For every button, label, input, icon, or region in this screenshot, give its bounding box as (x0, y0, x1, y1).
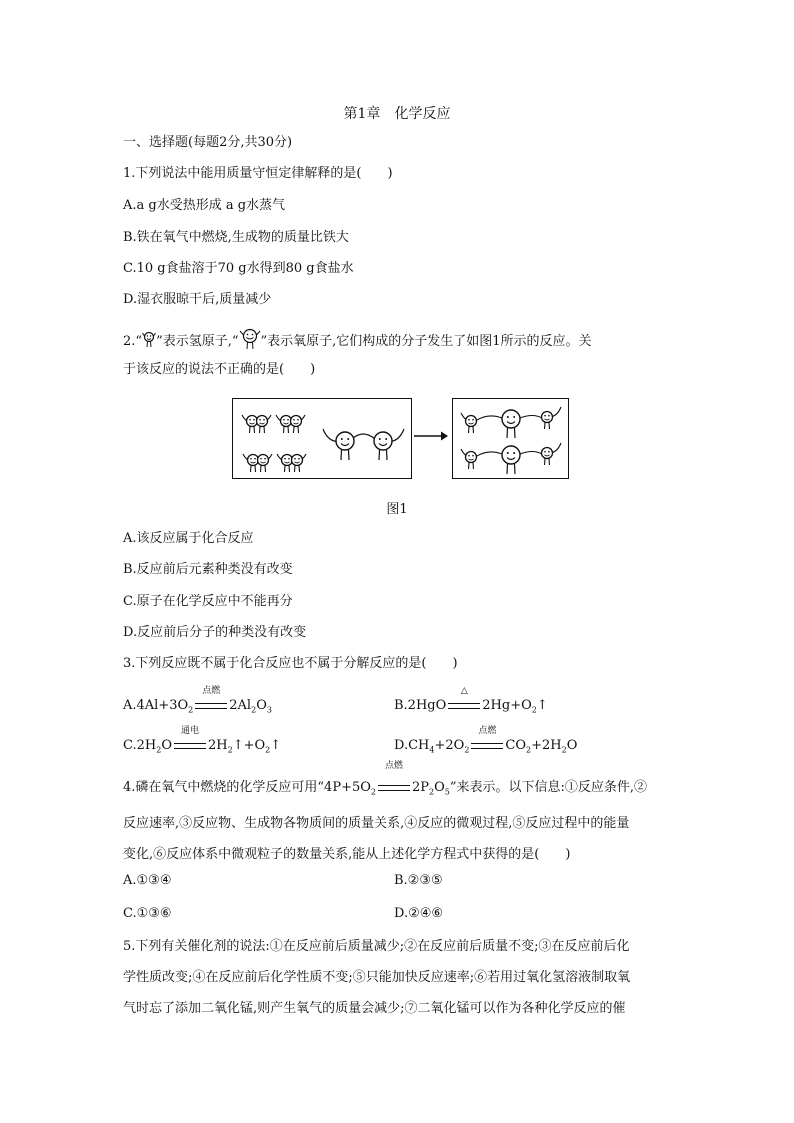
reaction-condition: 点燃 (378, 772, 410, 803)
q3-option-a: $A.4Al+3O_2$ 点燃 $2Al_2O_3$ (123, 686, 272, 715)
products-box (452, 398, 569, 479)
q2-stem-line1: 2.“ ”表示氢原子,“ ”表示氧原子,它们构成的分子发生了如图1所示的反应。关 (123, 328, 592, 351)
q2-option-d: D.反应前后分子的种类没有改变 (123, 625, 307, 640)
section-heading: 一、选择题(每题2分,共30分) (123, 135, 293, 150)
q3-option-b: B.2HgO △ $2Hg+O_2↑$ (394, 686, 548, 715)
q3-stem: 3.下列反应既不属于化合反应也不属于分解反应的是( ) (123, 656, 458, 671)
q5-line1: 5.下列有关催化剂的说法:①在反应前后质量减少;②在反应前后质量不变;③在反应前后化 (123, 939, 630, 954)
oxygen-atom-icon (239, 328, 261, 350)
h2-molecule (243, 454, 272, 472)
q1-option-a: A.a g水受热形成 a g水蒸气 (123, 198, 286, 213)
hydrogen-atom-icon (142, 331, 156, 349)
o2-molecule (323, 429, 404, 460)
q4-stem (123, 761, 679, 870)
q3-option-c: $C.2H_2O$ 通电 $2H_2↑+O_2↑$ (123, 726, 282, 755)
reaction-arrow-icon (412, 429, 450, 443)
q2-option-a: A.该反应属于化合反应 (123, 531, 254, 546)
q5-line3: 气时忘了添加二氧化锰,则产生氧气的质量会减少;⑦二氧化锰可以作为各种化学反应的催 (123, 1001, 626, 1016)
reaction-condition: 点燃 (471, 737, 503, 755)
q4-line1: 4.磷在氧气中燃烧的化学反应可用“$4P+5O_2$ 点燃 $2P_2O_5$”来表示。以下信息:①反应条件,② (123, 772, 679, 808)
q1-option-d: D.湿衣服晾干后,质量减少 (123, 292, 272, 307)
reactants-box (232, 398, 412, 479)
chapter-title: 第1章 化学反应 (343, 106, 451, 122)
q1-stem: 1.下列说法中能用质量守恒定律解释的是( ) (123, 166, 393, 181)
q2-option-c: C.原子在化学反应中不能再分 (123, 594, 293, 609)
q5-line2: 学性质改变;④在反应前后化学性质不变;⑤只能加快反应速率;⑥若用过氧化氢溶液制取氧 (123, 970, 631, 985)
q1-option-b: B.铁在氧气中燃烧,生成物的质量比铁大 (123, 230, 349, 245)
q4-option-a: A.①③④ (123, 873, 172, 888)
figure-caption: 图1 (386, 502, 408, 517)
products-diagram (453, 399, 568, 478)
h2-molecule (276, 415, 305, 433)
q4-line2: 反应速率,③反应物、生成物各物质间的质量关系,④反应的微观过程,⑤反应过程中的能量 (123, 815, 630, 831)
q4-option-c: C.①③⑥ (123, 906, 172, 921)
q4-option-b: B.②③⑤ (394, 873, 443, 888)
reaction-condition: 通电 (174, 737, 206, 755)
q2-stem-line2: 于该反应的说法不正确的是( ) (123, 362, 316, 377)
q2-option-b: B.反应前后元素种类没有改变 (123, 562, 293, 577)
h2-molecule (242, 415, 271, 433)
q4-line3: 变化,⑥反应体系中微观粒子的数量关系,能从上述化学方程式中获得的是( ) (123, 846, 571, 862)
reactants-diagram (233, 399, 411, 478)
reaction-condition: 点燃 (195, 697, 227, 715)
q5-stem (123, 931, 679, 1024)
h2o-molecule (461, 407, 561, 438)
reaction-condition: △ (448, 697, 480, 715)
q4-option-d: D.②④⑥ (394, 906, 444, 921)
h2-molecule (277, 454, 306, 472)
q1-option-c: C.10 g食盐溶于70 g水得到80 g食盐水 (123, 261, 354, 276)
h2o-molecule (461, 443, 561, 474)
q3-option-d: $D.CH_4+2O_2$ 点燃 $CO_2+2H_2O$ (394, 726, 578, 755)
